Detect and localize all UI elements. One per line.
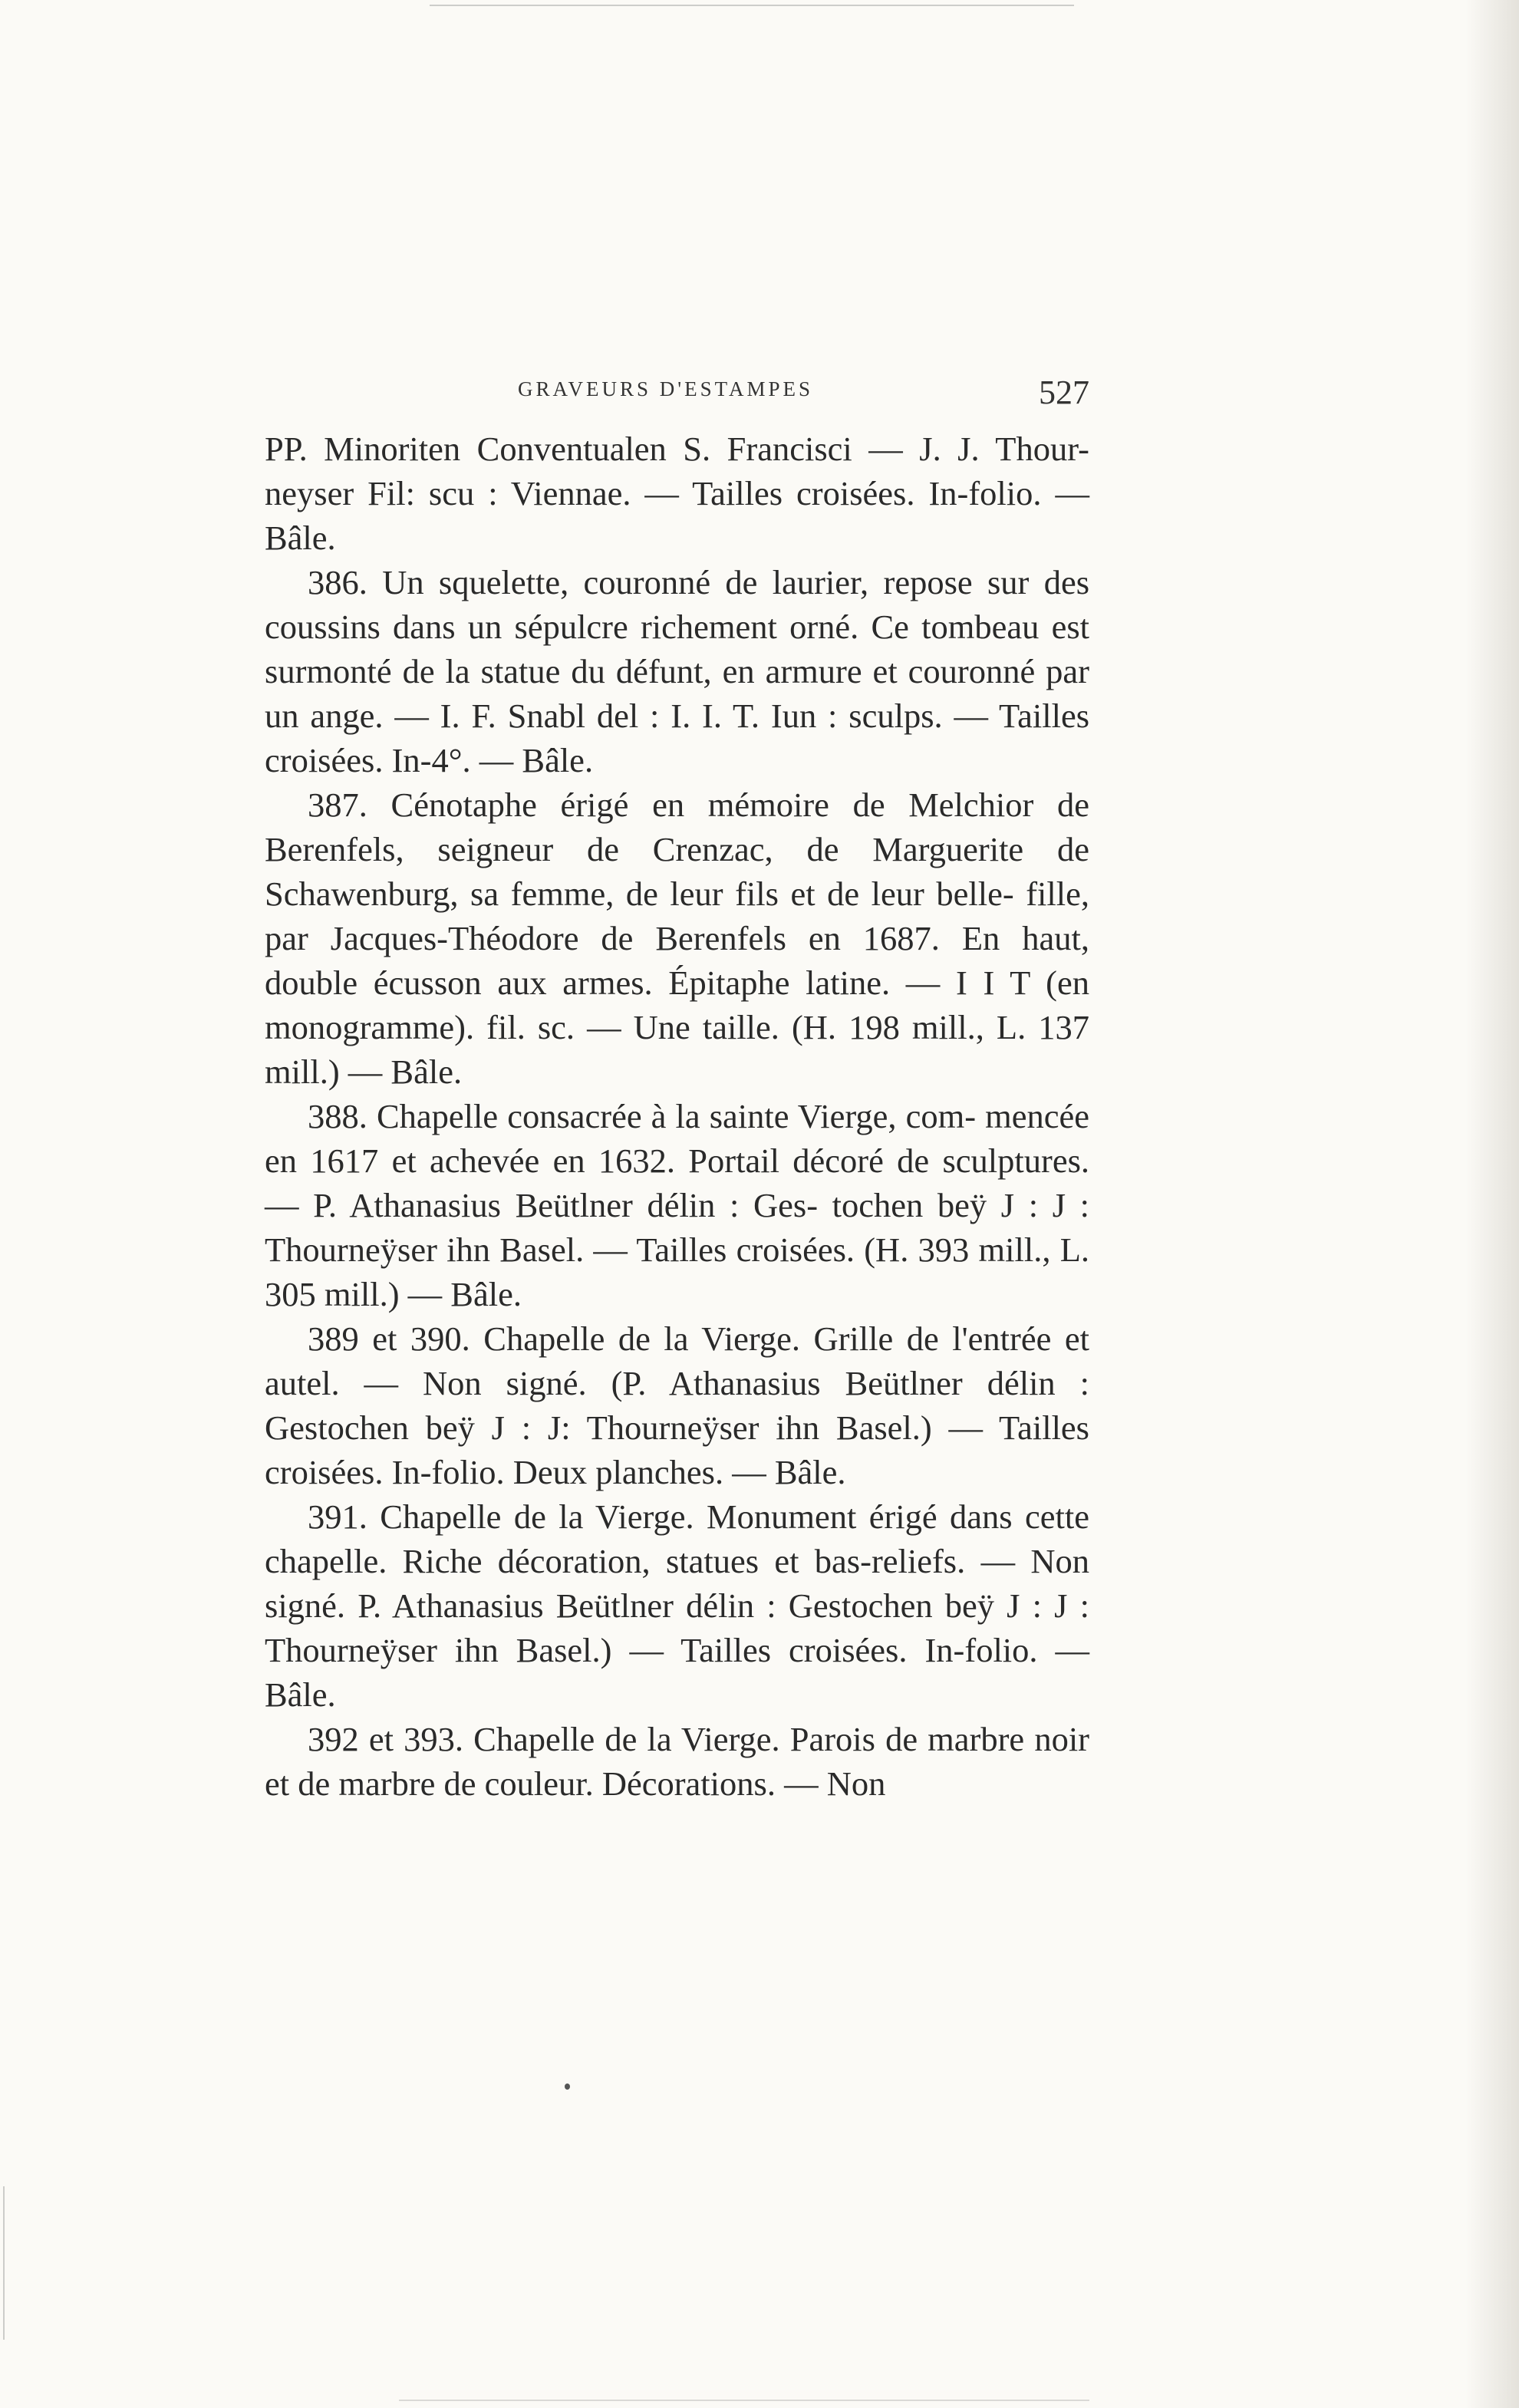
text-line: 392 et 393. Chapelle de la Vierge. Parois de marbre bbox=[308, 1720, 1025, 1758]
text-line: croisées. (H. 393 mill., L. 305 mill.) — Bâle. bbox=[265, 1230, 1089, 1313]
text-line: tochen beÿ J : J : Thourneÿser ihn Basel. — Tailles bbox=[265, 1186, 1089, 1269]
page-header bbox=[265, 373, 1089, 419]
catalogue-entry bbox=[265, 1717, 1089, 1806]
text-line: Berenfels, seigneur de Crenzac, de Marguerite de bbox=[265, 830, 1089, 868]
text-line: noir et de marbre de couleur. Décorations. — Non bbox=[265, 1720, 1089, 1803]
catalogue-entry bbox=[265, 560, 1089, 782]
text-line: 391. Chapelle de la Vierge. Monument érigé dans bbox=[308, 1497, 1013, 1536]
catalogue-entry bbox=[265, 1494, 1089, 1717]
text-line: des coussins dans un sépulcre richement orné. Ce bbox=[265, 563, 1090, 646]
text-line: Bâle. bbox=[522, 741, 594, 779]
text-line: PP. Minoriten Conventualen S. Francisci — J. J. Thour- bbox=[265, 430, 1089, 468]
text-line: de sculptures. — P. Athanasius Beütlner délin : Ges- bbox=[265, 1141, 1090, 1224]
text-line: beÿ J : J : Thourneÿser ihn Basel.) — Tailles croisées. bbox=[265, 1586, 1089, 1669]
text-line: fille, par Jacques-Théodore de Berenfels en 1687. En bbox=[265, 875, 1089, 957]
text-line: 389 et 390. Chapelle de la Vierge. Grille de l'entrée bbox=[308, 1319, 1052, 1358]
catalogue-entry bbox=[265, 1094, 1089, 1316]
text-line: In-folio. — Bâle. bbox=[265, 1631, 1090, 1714]
text-line: mencée en 1617 et achevée en 1632. Portail décoré bbox=[265, 1097, 1089, 1180]
page-number: 527 bbox=[1039, 374, 1089, 411]
text-line: 388. Chapelle consacrée à la sainte Vierge, com- bbox=[308, 1097, 977, 1135]
scan-artifact-top bbox=[430, 5, 1074, 6]
text-line: croisées. In-folio. Deux planches. — Bâle. bbox=[265, 1453, 846, 1491]
text-line: I. I. T. Iun : sculps. — Tailles croisées. In-4°. — bbox=[265, 697, 1090, 779]
text-line: armure et couronné par un ange. — I. F. Snabl del : bbox=[265, 652, 1089, 735]
ink-speck bbox=[565, 2084, 570, 2090]
text-line: Schawenburg, sa femme, de leur fils et de leur belle- bbox=[265, 875, 1014, 913]
text-line: tombeau est surmonté de la statue du défunt, en bbox=[265, 608, 1090, 690]
scan-artifact-left bbox=[3, 2186, 5, 2340]
text-line: 387. Cénotaphe érigé en mémoire de Melchior de bbox=[308, 786, 1089, 824]
text-line: 386. Un squelette, couronné de laurier, repose sur bbox=[308, 563, 1030, 601]
text-line: — Bâle. bbox=[265, 474, 1090, 557]
body-text bbox=[265, 427, 1089, 1806]
text-line: haut, double écusson aux armes. Épitaphe latine. — bbox=[265, 919, 1089, 1002]
text-line: neyser Fil: scu : Viennae. — Tailles croisées. In-folio. bbox=[265, 474, 1042, 512]
text-line: I I T (en monogramme). fil. sc. — Une taille. bbox=[265, 964, 1089, 1046]
catalogue-entry bbox=[265, 1316, 1089, 1494]
text-line: (H. 198 mill., L. 137 mill.) — Bâle. bbox=[265, 1008, 1089, 1091]
text-line: cette chapelle. Riche décoration, statues et bas-reliefs. bbox=[265, 1497, 1090, 1580]
text-line: — Non signé. P. Athanasius Beütlner délin : Gestochen bbox=[265, 1542, 1090, 1625]
continued-entry bbox=[265, 427, 1089, 560]
running-head: GRAVEURS D'ESTAMPES bbox=[518, 377, 814, 400]
text-line: Gestochen beÿ J : J: Thourneÿser ihn Basel.) — Tailles bbox=[265, 1408, 1089, 1447]
scan-artifact-bottom bbox=[399, 2400, 1089, 2401]
catalogue-entry bbox=[265, 782, 1089, 1094]
text-line: et autel. — Non signé. (P. Athanasius Beütlner délin : bbox=[265, 1319, 1089, 1402]
page-edge-shadow bbox=[1465, 0, 1519, 2408]
